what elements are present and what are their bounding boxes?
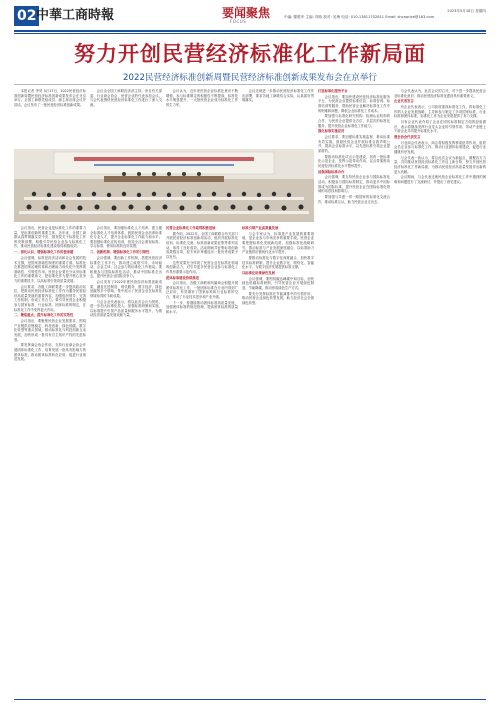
section-subheading: 三、创新机制，增强标准化工作的引领性 xyxy=(90,250,150,255)
section-subheading: 企业代表发言 xyxy=(394,99,414,104)
paragraph: 要加强与标准化研究机构、检测认证机构的合作，为民营企业提供全方位、多层次的标准化服务，提升民营企业标准化工作能力。 xyxy=(318,114,390,128)
paragraph: 会议发布了2022年度民营经济标准创新成果，涵盖先进制造、现代服务、数字经济、绿色低碳等多个领域，集中展示了民营企业在标准化领域取得的丰硕成果。 xyxy=(90,280,162,298)
section-subheading: 打造标准化服务平台 xyxy=(318,89,348,93)
section-subheading: 加强国际标准合作 xyxy=(318,169,345,174)
column-2-upper xyxy=(90,89,162,145)
section-subheading: 强化标准实施应用 xyxy=(318,129,345,134)
column-3 xyxy=(166,226,238,695)
paragraph: 另有企业代表介绍了企业在团体标准制定方面的经验做法，表示将继续发挥行业龙头企业的引领作用，带动产业链上下游企业共同提升标准化水平。 xyxy=(394,120,486,134)
column-4-upper xyxy=(242,89,314,145)
paragraph: 会议由全国工商联经济部主持。来自有关部委、行业商会协会、民营企业的代表参加会议。与会代表围绕民营经济标准化工作进行了深入交流。 xyxy=(90,89,162,107)
masthead xyxy=(14,6,486,28)
paragraph: 会议强调，要创新工作机制，搭建民营经济标准化工作平台，推动建立政府引导、市场驱动、企业主体、社会参与的标准化工作格局。要积极参与国际标准化活动，推动中国标准走出去，提升民营企业国际竞争力。 xyxy=(90,255,162,279)
section-subheading: 民营企业标准化工作取得积极进展 xyxy=(166,226,216,230)
paragraph: 与会代表认为，此次会议的召开，对于进一步提高民营企业标准化意识、推动民营经济标准化建设具有重要意义。 xyxy=(394,89,486,98)
paragraph: 与会专家认为，标准是产业发展的重要基础，是企业参与市场竞争的重要手段。民营企业要把握标准化发展新趋势，加强标准化战略研究，推动标准与产业发展深度融合，以标准助力产业链供应链现代化水平提升。 xyxy=(242,231,314,255)
column-6 xyxy=(394,89,486,695)
paragraph: 这些成果充分体现了民营企业在标准化领域的创新活力，对引导更多民营企业参与标准化工作具有重要示范作用。 xyxy=(166,260,238,274)
paragraph: 会议强调，要围绕碳达峰碳中和目标，加快绿色低碳标准研制，引导民营企业开展绿色制造、节能降碳，推动形成绿色生产方式。 xyxy=(242,276,314,290)
paragraph: 会议指出，要聚焦民营企业发展需求，围绕产业链供应链稳定、科技创新、绿色低碳、数字化转型等重点领域，推动标准化与科技创新互动发展，加快形成一批具有自主知识产权的先进标准。 xyxy=(14,319,86,342)
header-rule-thin xyxy=(14,33,486,34)
column-2 xyxy=(90,226,162,695)
paragraph: 会议还就进一步推动民营经济标准化工作作出部署，要求各地工商联结合实际，认真抓好贯彻落实。 xyxy=(242,89,314,103)
editor-info: 中编: 滕胜华 主编: 胡伟 校对: 吴梅 电话: 010-13811752811 Email: zhcaprice@163.com xyxy=(284,15,435,19)
paragraph: 与会代表一致认为，要以此次会议为新起点，凝聚各方力量，共同推动民营经济标准化工作迈上新台阶，努力开创民营经济标准化工作新局面，为推动民营经济高质量发展作出新的更大贡献。 xyxy=(394,155,486,174)
paragraph: 要充分发挥标准在节能减排中的引领作用，推动民营企业绿色转型发展，助力经济社会全面绿色转型。 xyxy=(242,291,314,305)
paragraph: 要发挥商会协会作用，支持行业商会协会开展团体标准化工作，培育发展一批具有影响力的团体标准，推动团体标准转化应用，促进行业规范发展。 xyxy=(14,343,86,362)
paragraph: 会议认为，近年来民营企业标准化意识不断增强，参与标准制定的积极性不断提高，标准化水平明显提升，一大批民营企业成为标准化工作的生力军。 xyxy=(166,89,238,107)
paragraph: 下一步，将继续推动团体标准高质量发展，加强团体标准的规范管理，提高团体标准的质量和水平。 xyxy=(166,300,238,315)
paragraph: 有企业代表表示，公司高度重视标准化工作，将标准化工作纳入企业发展战略，主导和参与制定了多项国家标准、行业标准和团体标准，标准化工作为企业发展提供了有力支撑。 xyxy=(394,105,486,119)
paragraph: 行业商会代表表示，商会将积极发挥桥梁纽带作用，组织会员企业参与标准化工作，推动行业团体标准建设，促进行业健康有序发展。 xyxy=(394,140,486,155)
column-4 xyxy=(242,226,314,695)
paragraph: 会议强调，要支持民营企业参与国际标准化活动，积极参与国际标准制定，推动更多中国标准成为国际标准，提升民营企业在国际标准化领域的话语权和影响力。 xyxy=(318,175,390,194)
subheadline: 2022民营经济标准创新周暨民营经济标准创新成果发布会在京举行 xyxy=(123,73,377,83)
column-3-upper xyxy=(166,89,238,145)
paragraph: 会议强调，标准是经济活动和社会发展的技术支撑，是国家基础性制度的重要方面。标准化在推进国家治理体系和治理能力现代化中发挥着基础性、引领性作用。民营企业要充分认识标准化工作的重要意义，把标准化作为提升核心竞争力的重要抓手，以高标准引领高质量发展。 xyxy=(14,255,86,283)
section-subheading: 以标准化助推绿色发展 xyxy=(242,270,275,275)
column-1-upper xyxy=(14,89,86,145)
paragraph: 要推动标准化与数字化深度融合，加快数字技术标准研制，提升企业数字化、网络化、智能化水平，为数字经济发展提供标准支撑。 xyxy=(242,255,314,270)
paragraph: 本报记者 李昊 5月17日，2022民营经济标准创新周暨民营经济标准创新成果发布会在北京举行。全国工商联党组成员、副主席出席会议并讲话。会议发布了一批民营经济标准创新成果。 xyxy=(14,89,86,107)
section-sub: FOCUS xyxy=(230,19,247,24)
section-subheading: 一、深化认识，增强标准化工作的使命感 xyxy=(14,250,74,255)
header-rule xyxy=(14,30,486,32)
column-5 xyxy=(318,89,390,695)
paragraph: 会议要求，各级工商联要进一步提高政治站位，把推动民营经济标准化工作作为服务民营经济高质量发展的重要内容，加强组织领导，完善工作机制，形成工作合力。要引导民营企业积极参与国家标准、行业标准、团体标准的制定，在标准化工作中发挥更大作用。 xyxy=(14,284,86,312)
headline: 努力开创民营经济标准化工作新局面 xyxy=(74,41,426,66)
paragraph: 会议期间，与会代表还就民营企业标准化工作中遇到的困难和问题进行了交流研讨，并提出了意见建议。 xyxy=(394,175,486,184)
section-name: 要闻聚焦 xyxy=(222,6,271,20)
paragraph: 据介绍，2022年，全国工商联联合有关部门开展民营经济标准创新周活动，组织开展标准化培训、标准化交流、标准创新成果征集等系列活动，取得了良好成效。活动期间共征集标准创新成果数百项，经专家评审遴选出一批优秀成果予以发布。 xyxy=(166,231,238,259)
section-subheading: 团体标准建设持续推进 xyxy=(166,275,199,280)
paragraph: 会议指出，各级工商联和所属商会积极开展团体标准化工作，一批团体标准在行业内得到广泛应用，有效填补了国家标准和行业标准的空白，推动了行业技术进步和产业升级。 xyxy=(166,281,238,300)
footer-rule xyxy=(14,699,486,700)
paper-name: 中華工商時報 xyxy=(36,8,115,23)
column-1 xyxy=(14,226,86,695)
paragraph: 会议指出，要加强标准化人才培养，建立健全标准化人才培养体系，鼓励民营企业培养标准化专业人才，提升企业标准化工作能力和水平。要加强标准化宣传培训，营造全社会重视标准、学习标准、使用标准的良好氛围。 xyxy=(90,226,162,249)
paragraph: 要推动标准化试点示范建设，培育一批标准化示范企业，发挥示范带动作用，以点带面推动民营经济标准化水平整体提升。 xyxy=(318,154,390,168)
section-subheading: 标准引领产业高质量发展 xyxy=(242,226,279,230)
page-number: 02 xyxy=(14,6,39,26)
paragraph: 与会企业代表表示，将以此次会议为契机，进一步加大标准化投入，加强标准研制和实施，以标准提升引领产品质量和服务水平提升，为推动经济高质量发展贡献力量。 xyxy=(90,299,162,318)
date-info: 2023年5月18日 星期四 xyxy=(447,9,486,13)
paragraph: 要加强与共建一带一路国家的标准化交流合作，推动标准互认，助力民营企业走出去。 xyxy=(318,194,390,204)
conference-photo xyxy=(14,149,314,222)
paragraph: 会议指出，要加快建设民营经济标准化服务平台，为民营企业提供标准信息、标准咨询、标准培训等服务，帮助民营企业解决标准化工作中的困难和问题，降低企业标准化工作成本。 xyxy=(318,94,390,113)
paragraph: 会议指出，民营企业是标准化工作的重要力量，是标准创新的重要主体。近年来，全国工商联认真贯彻落实党中央、国务院关于标准化工作的决策部署，积极引导民营企业参与标准化工作，推动民营经济标准化建设取得积极成效。 xyxy=(14,226,86,249)
subhead-rule xyxy=(14,84,486,85)
section-subheading: 二、聚焦重点，提升标准化工作的实效性 xyxy=(14,313,74,318)
section-subheading: 商会协会代表发言 xyxy=(394,135,421,140)
paragraph: 会议要求，要加强标准实施监督，推动标准有效实施。鼓励民营企业开展标准自我声明公开，提高企业标准水平，以先进标准引领企业提质增效。 xyxy=(318,135,390,153)
